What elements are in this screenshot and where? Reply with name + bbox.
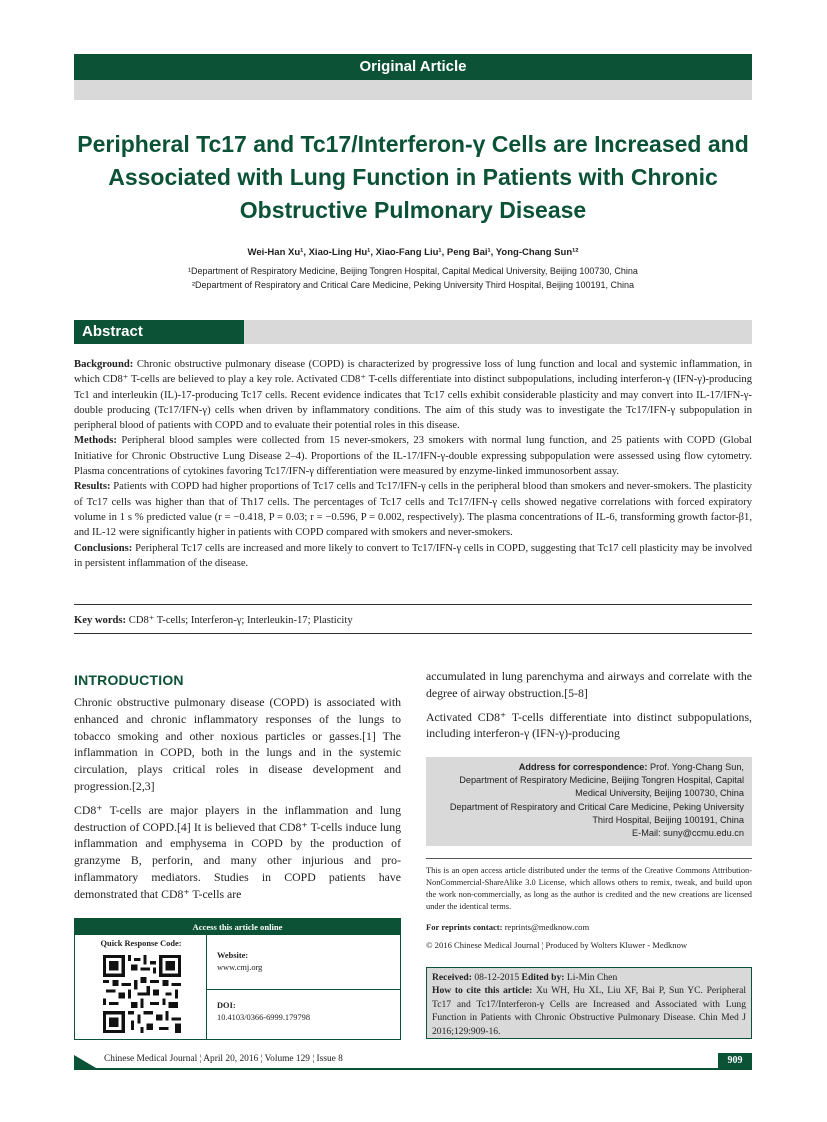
intro-paragraph-1: Chronic obstructive pulmonary disease (COPD) is associated with enhanced and chronic inflammatory responses of the lungs to tobacco smoking and other noxious particles or gasses.[1] The inflammation in COPD, both in the lungs and in the systemic circulation, plays critical roles in disease development and progression.[2,3] xyxy=(74,695,401,793)
introduction-heading: INTRODUCTION xyxy=(74,672,184,688)
received-line xyxy=(432,971,746,984)
footer-accent xyxy=(74,1055,96,1068)
qr-code-icon[interactable] xyxy=(103,955,181,1033)
footer-rule xyxy=(74,1068,752,1070)
methods-label: Methods: xyxy=(74,435,117,447)
conclusions-label: Conclusions: xyxy=(74,542,133,554)
correspondence-line: Department of Respiratory and Critical Care Medicine, Peking University xyxy=(449,801,744,812)
access-divider xyxy=(207,989,400,990)
keywords-label: Key words: xyxy=(74,615,127,626)
license-text: This is an open access article distributed under the terms of the Creative Commons Attribution-NonCommercial-ShareAlike 3.0 License, which allows others to remix, tweak, and build upon the work non-commercially, as long as the author is credited and the new creations are licensed under the identical terms. xyxy=(426,866,752,911)
background-label: Background: xyxy=(74,359,134,370)
abstract-background xyxy=(74,357,752,433)
affiliation-2: ²Department of Respiratory and Critical Care Medicine, Peking University Third Hospital, Beijing 100191, China xyxy=(191,280,635,290)
received-label: Received: xyxy=(432,972,472,983)
conclusions-text: Peripheral Tc17 cells are increased and more likely to convert to Tc17/IFN-γ cells in COPD, suggesting that Tc17 cell plasticity may be involved in persistent inflammation of the disease. xyxy=(74,542,752,569)
footer-journal-info: Chinese Medical Journal ¦ April 20, 2016 ¦ Volume 129 ¦ Issue 8 xyxy=(104,1054,343,1064)
correspondence-name: Prof. Yong-Chang Sun, xyxy=(650,762,744,772)
keywords-top-rule xyxy=(74,604,752,605)
intro-paragraph-3: accumulated in lung parenchyma and airways and correlate with the degree of airway obstruction.[5-8] xyxy=(426,669,752,700)
doi-label: DOI: xyxy=(217,1001,236,1010)
editor-name: Li-Min Chen xyxy=(566,972,618,983)
results-text: Patients with COPD had higher proportions of Tc17 cells and Tc17/IFN-γ cells in the peripheral blood than smokers and never-smokers. The plasticity of Tc17 cells was higher than that of Th17 cells. The percentages of Tc17 cells and Tc17/IFN-γ cells showed negative correlations with forced expiratory volume in 1 s % predicted value (r = −0.418, P = 0.03; r = −0.596, P = 0.002, respectively). The plasma concentrations of IL-6, transforming growth factor-β1, and IL-12 were significantly higher in patients with COPD compared with smokers and never-smokers. xyxy=(74,481,752,539)
article-type-banner: Original Article xyxy=(74,54,752,80)
correspondence-box xyxy=(426,757,752,846)
intro-paragraph-2: CD8⁺ T-cells are major players in the inflammation and lung destruction of COPD.[4] It is believed that CD8⁺ T-cells induce lung inflammation and emphysema in COPD by the production of granzyme B, perforin, and many other injurious and pro-inflammatory mediators. Studies in COPD patients have demonstrated that CD8⁺ T-cells are xyxy=(74,802,401,901)
correspondence-line: Third Hospital, Beijing 100191, China xyxy=(592,814,744,825)
qr-column xyxy=(75,935,207,1039)
right-column xyxy=(426,668,752,749)
abstract-body xyxy=(74,357,752,571)
article-title: Peripheral Tc17 and Tc17/Interferon-γ Cells are Increased and Associated with Lung Function in Patients with Chronic Obstructive Pulmonary Disease xyxy=(77,131,749,223)
keywords-text: CD8⁺ T-cells; Interferon-γ; Interleukin-17; Plasticity xyxy=(128,615,353,626)
website-link[interactable]: www.cmj.org xyxy=(217,963,263,972)
qr-label: Quick Response Code: xyxy=(100,939,182,948)
reprints-contact xyxy=(426,922,752,932)
page-number: 909 xyxy=(718,1053,752,1068)
correspondence-email[interactable]: E-Mail: suny@ccmu.edu.cn xyxy=(632,828,744,839)
abstract-heading: Abstract xyxy=(74,320,244,344)
affiliation-1: ¹Department of Respiratory Medicine, Beijing Tongren Hospital, Capital Medical University, Beijing 100730, China xyxy=(188,266,638,276)
reprints-email[interactable]: reprints@medknow.com xyxy=(504,922,590,932)
citation-box xyxy=(426,967,752,1039)
website-label: Website: xyxy=(217,951,249,960)
cite-label: How to cite this article: xyxy=(432,985,533,997)
keywords-bottom-rule xyxy=(74,633,752,634)
correspondence-line: Department of Respiratory Medicine, Beijing Tongren Hospital, Capital xyxy=(459,775,744,786)
correspondence-label: Address for correspondence: xyxy=(518,762,648,772)
results-label: Results: xyxy=(74,481,111,493)
banner-grey-strip xyxy=(74,80,752,100)
correspondence-line: Medical University, Beijing 100730, China xyxy=(575,788,744,799)
intro-paragraph-4: Activated CD8⁺ T-cells differentiate into distinct subpopulations, including interferon-γ (IFN-γ)-producing xyxy=(426,709,752,741)
abstract-results xyxy=(74,479,752,540)
left-column xyxy=(74,694,401,910)
how-to-cite xyxy=(432,984,746,1038)
author-list: Wei-Han Xu¹, Xiao-Ling Hu¹, Xiao-Fang Liu¹, Peng Bai¹, Yong-Chang Sun¹² xyxy=(247,247,579,258)
access-box xyxy=(74,918,401,1040)
reprints-label: For reprints contact: xyxy=(426,922,503,932)
license-rule xyxy=(426,858,752,859)
background-text: Chronic obstructive pulmonary disease (COPD) is characterized by progressive loss of lung function and local and systemic inflammation, in which CD8⁺ T-cells are believed to play a key role. Activated CD8⁺ T-cells differentiate into distinct subpopulations, including interferon-γ (IFN-γ)-producing Tc1 and interleukin (IL)-17-producing Tc17 cells. Recent evidence indicates that Tc17 cells exhibit considerable plasticity and may convert into IL-17/IFN-γ-double producing (Tc17/IFN-γ) cells when driven by inflammatory conditions. The aim of this study was to investigate the Tc17/IFN-γ subpopulation in peripheral blood of patients with COPD and to evaluate their potential roles in this disease. xyxy=(74,359,752,432)
access-heading: Access this article online xyxy=(75,919,400,935)
abstract-methods xyxy=(74,433,752,479)
copyright: © 2016 Chinese Medical Journal ¦ Produced by Wolters Kluwer - Medknow xyxy=(426,940,688,950)
cite-text: Xu WH, Hu XL, Liu XF, Bai P, Sun YC. Peripheral Tc17 and Tc17/Interferon-γ Cells are Increased and Associated with Lung Function in Patients with Chronic Obstructive Pulmonary Disease. Chin Med J 2016;129:909-16. xyxy=(432,985,747,1037)
keywords xyxy=(74,614,752,626)
abstract-conclusions xyxy=(74,541,752,572)
received-date: 08-12-2015 xyxy=(474,972,520,983)
correspondence-header xyxy=(426,761,744,774)
doi-link[interactable]: 10.4103/0366-6999.179798 xyxy=(217,1013,311,1022)
edited-label: Edited by: xyxy=(521,972,565,983)
methods-text: Peripheral blood samples were collected from 15 never-smokers, 23 smokers with normal lung function, and 25 patients with COPD (Global Initiative for Chronic Obstructive Lung Disease 2–4). Proportions of the IL-17/IFN-γ-double expressing subpopulation were assessed using flow cytometry. Plasma concentrations of cytokines favoring Tc17/IFN-γ differentiation were measured by enzyme-linked immunosorbent assay. xyxy=(74,435,752,478)
